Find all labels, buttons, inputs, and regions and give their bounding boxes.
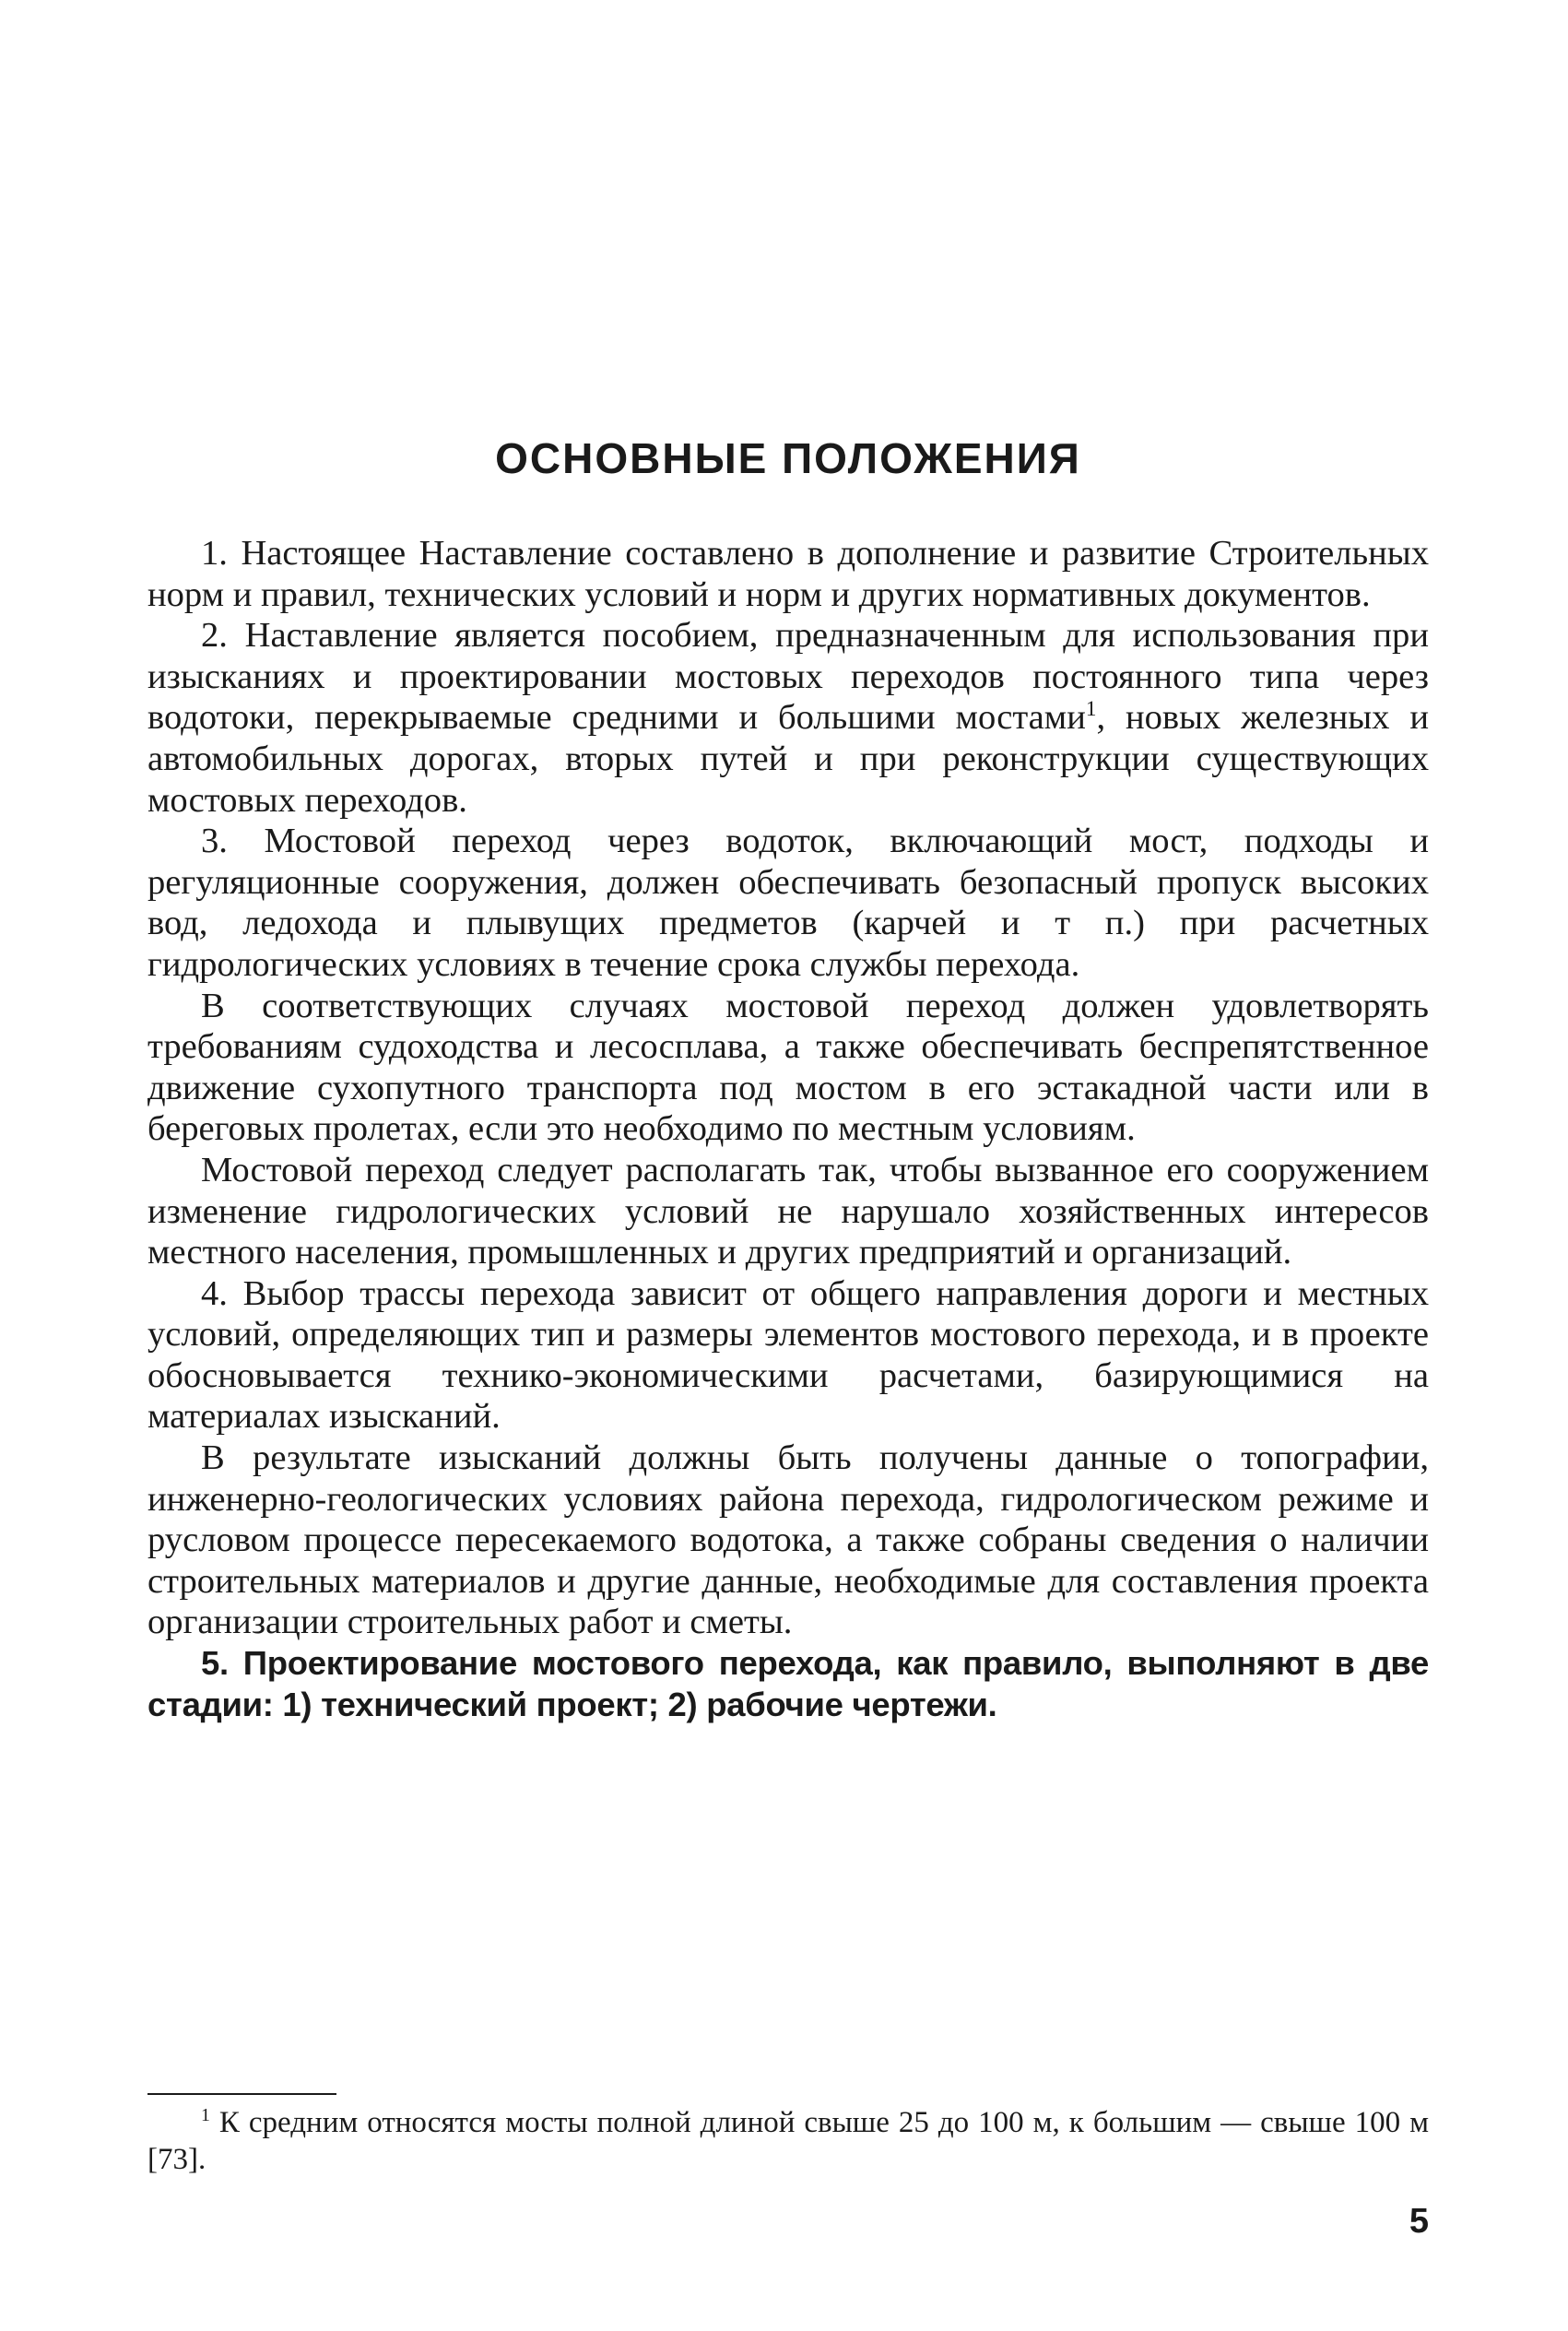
footnote-divider — [147, 2093, 336, 2095]
page-number: 5 — [1409, 2202, 1429, 2241]
paragraph-2-before: 2. Наставление является пособием, предназначенным для использования при изысканиях и проектировании мостовых переходов постоянного типа через водотоки, перекрываемые средними и большими мостами — [147, 616, 1429, 738]
paragraph-5: Мостовой переход следует располагать так, чтобы вызванное его сооружением изменение гидрологических условий не нарушало хозяйственных интересов местного населения, промышленных и других предприятий и организаций. — [147, 1150, 1429, 1272]
footnote-text: К средним относятся мосты полной длиной свыше 25 до 100 м, к большим — свыше 100 м [73]. — [147, 2106, 1429, 2176]
paragraph-3: 3. Мостовой переход через водоток, включающий мост, подходы и регуляционные сооружения, должен обеспечивать безопасный пропуск высоких вод, ледохода и плывущих предметов (карчей и т п.) при расчетных гидрологических условиях в течение срока службы перехода. — [147, 822, 1429, 984]
paragraph-7: В результате изысканий должны быть получены данные о топографии, инженерно-геологических условиях района перехода, гидрологическом режиме и русловом процессе пересекаемого водотока, а также собраны сведения о наличии строительных материалов и другие данные, необходимые для составления проекта организации строительных работ и сметы. — [147, 1438, 1429, 1642]
paragraph-1: 1. Настоящее Наставление составлено в дополнение и развитие Строительных норм и правил, технических условий и норм и других нормативных документов. — [147, 534, 1429, 614]
paragraph-2-after: , новых железных и автомобильных дорогах, вторых путей и при реконструкции существующих мостовых переходов. — [147, 698, 1429, 820]
document-page — [147, 0, 1429, 2331]
footnote-mark: 1 — [201, 2105, 210, 2125]
section-title: ОСНОВНЫЕ ПОЛОЖЕНИЯ — [495, 434, 1081, 482]
footnote — [147, 2104, 1429, 2178]
body-text — [147, 533, 1429, 1725]
paragraph-8: 5. Проектирование мостового перехода, как правило, выполняют в две стадии: 1) технический проект; 2) рабочие чертежи. — [147, 1644, 1429, 1723]
paragraph-4: В соответствующих случаях мостовой переход должен удовлетворять требованиям судоходства и лесосплава, а также обеспечивать беспрепятственное движение сухопутного транспорта под мостом в его эстакадной части или в береговых пролетах, если это необходимо по местным условиям. — [147, 986, 1429, 1149]
paragraph-6: 4. Выбор трассы перехода зависит от общего направления дороги и местных условий, определяющих тип и размеры элементов мостового перехода, и в проекте обосновывается технико-экономическими расчетами, базирующимися на материалах изысканий. — [147, 1273, 1429, 1437]
paragraph-2 — [147, 615, 1429, 821]
footnote-ref-mark: 1 — [1085, 697, 1097, 722]
